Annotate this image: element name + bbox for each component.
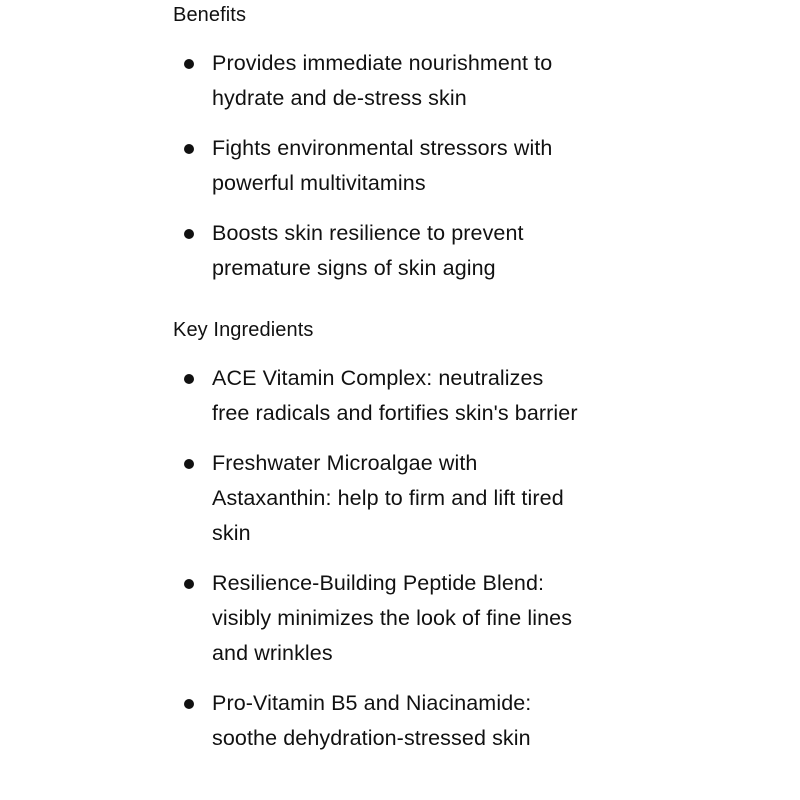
benefit-text-line: powerful multivitamins	[212, 171, 426, 195]
bullet-icon	[184, 229, 194, 239]
ingredient-item	[173, 361, 643, 431]
ingredient-text-line: Pro-Vitamin B5 and Niacinamide:	[212, 691, 532, 715]
bullet-icon	[184, 374, 194, 384]
bullet-icon	[184, 699, 194, 709]
benefit-item	[173, 131, 643, 201]
benefit-item	[173, 216, 643, 286]
ingredient-text-line: Resilience-Building Peptide Blend:	[212, 571, 545, 595]
bullet-icon	[184, 459, 194, 469]
bullet-icon	[184, 59, 194, 69]
ingredient-text-line: Freshwater Microalgae with	[212, 451, 478, 475]
benefit-text-line: Fights environmental stressors with	[212, 136, 553, 160]
benefits-heading: Benefits	[173, 4, 247, 26]
product-details	[173, 0, 643, 756]
benefit-text-line: Provides immediate nourishment to	[212, 51, 553, 75]
bullet-icon	[184, 144, 194, 154]
ingredient-text-line: Astaxanthin: help to firm and lift tired	[212, 486, 564, 510]
benefit-text-line: premature signs of skin aging	[212, 256, 496, 280]
bullet-icon	[184, 579, 194, 589]
benefit-text-line: hydrate and de-stress skin	[212, 86, 467, 110]
benefits-list	[173, 46, 643, 286]
ingredient-text-line: and wrinkles	[212, 641, 333, 665]
ingredient-text-line: ACE Vitamin Complex: neutralizes	[212, 366, 544, 390]
ingredient-text-line: visibly minimizes the look of fine lines	[212, 606, 573, 630]
ingredients-list	[173, 361, 643, 756]
ingredient-text-line: skin	[212, 521, 251, 545]
benefit-item	[173, 46, 643, 116]
ingredient-text-line: free radicals and fortifies skin's barrier	[212, 401, 578, 425]
ingredient-item	[173, 686, 643, 756]
ingredient-item	[173, 446, 643, 551]
ingredient-text-line: soothe dehydration-stressed skin	[212, 726, 531, 750]
key-ingredients-heading: Key Ingredients	[173, 319, 314, 341]
benefit-text-line: Boosts skin resilience to prevent	[212, 221, 524, 245]
ingredient-item	[173, 566, 643, 671]
